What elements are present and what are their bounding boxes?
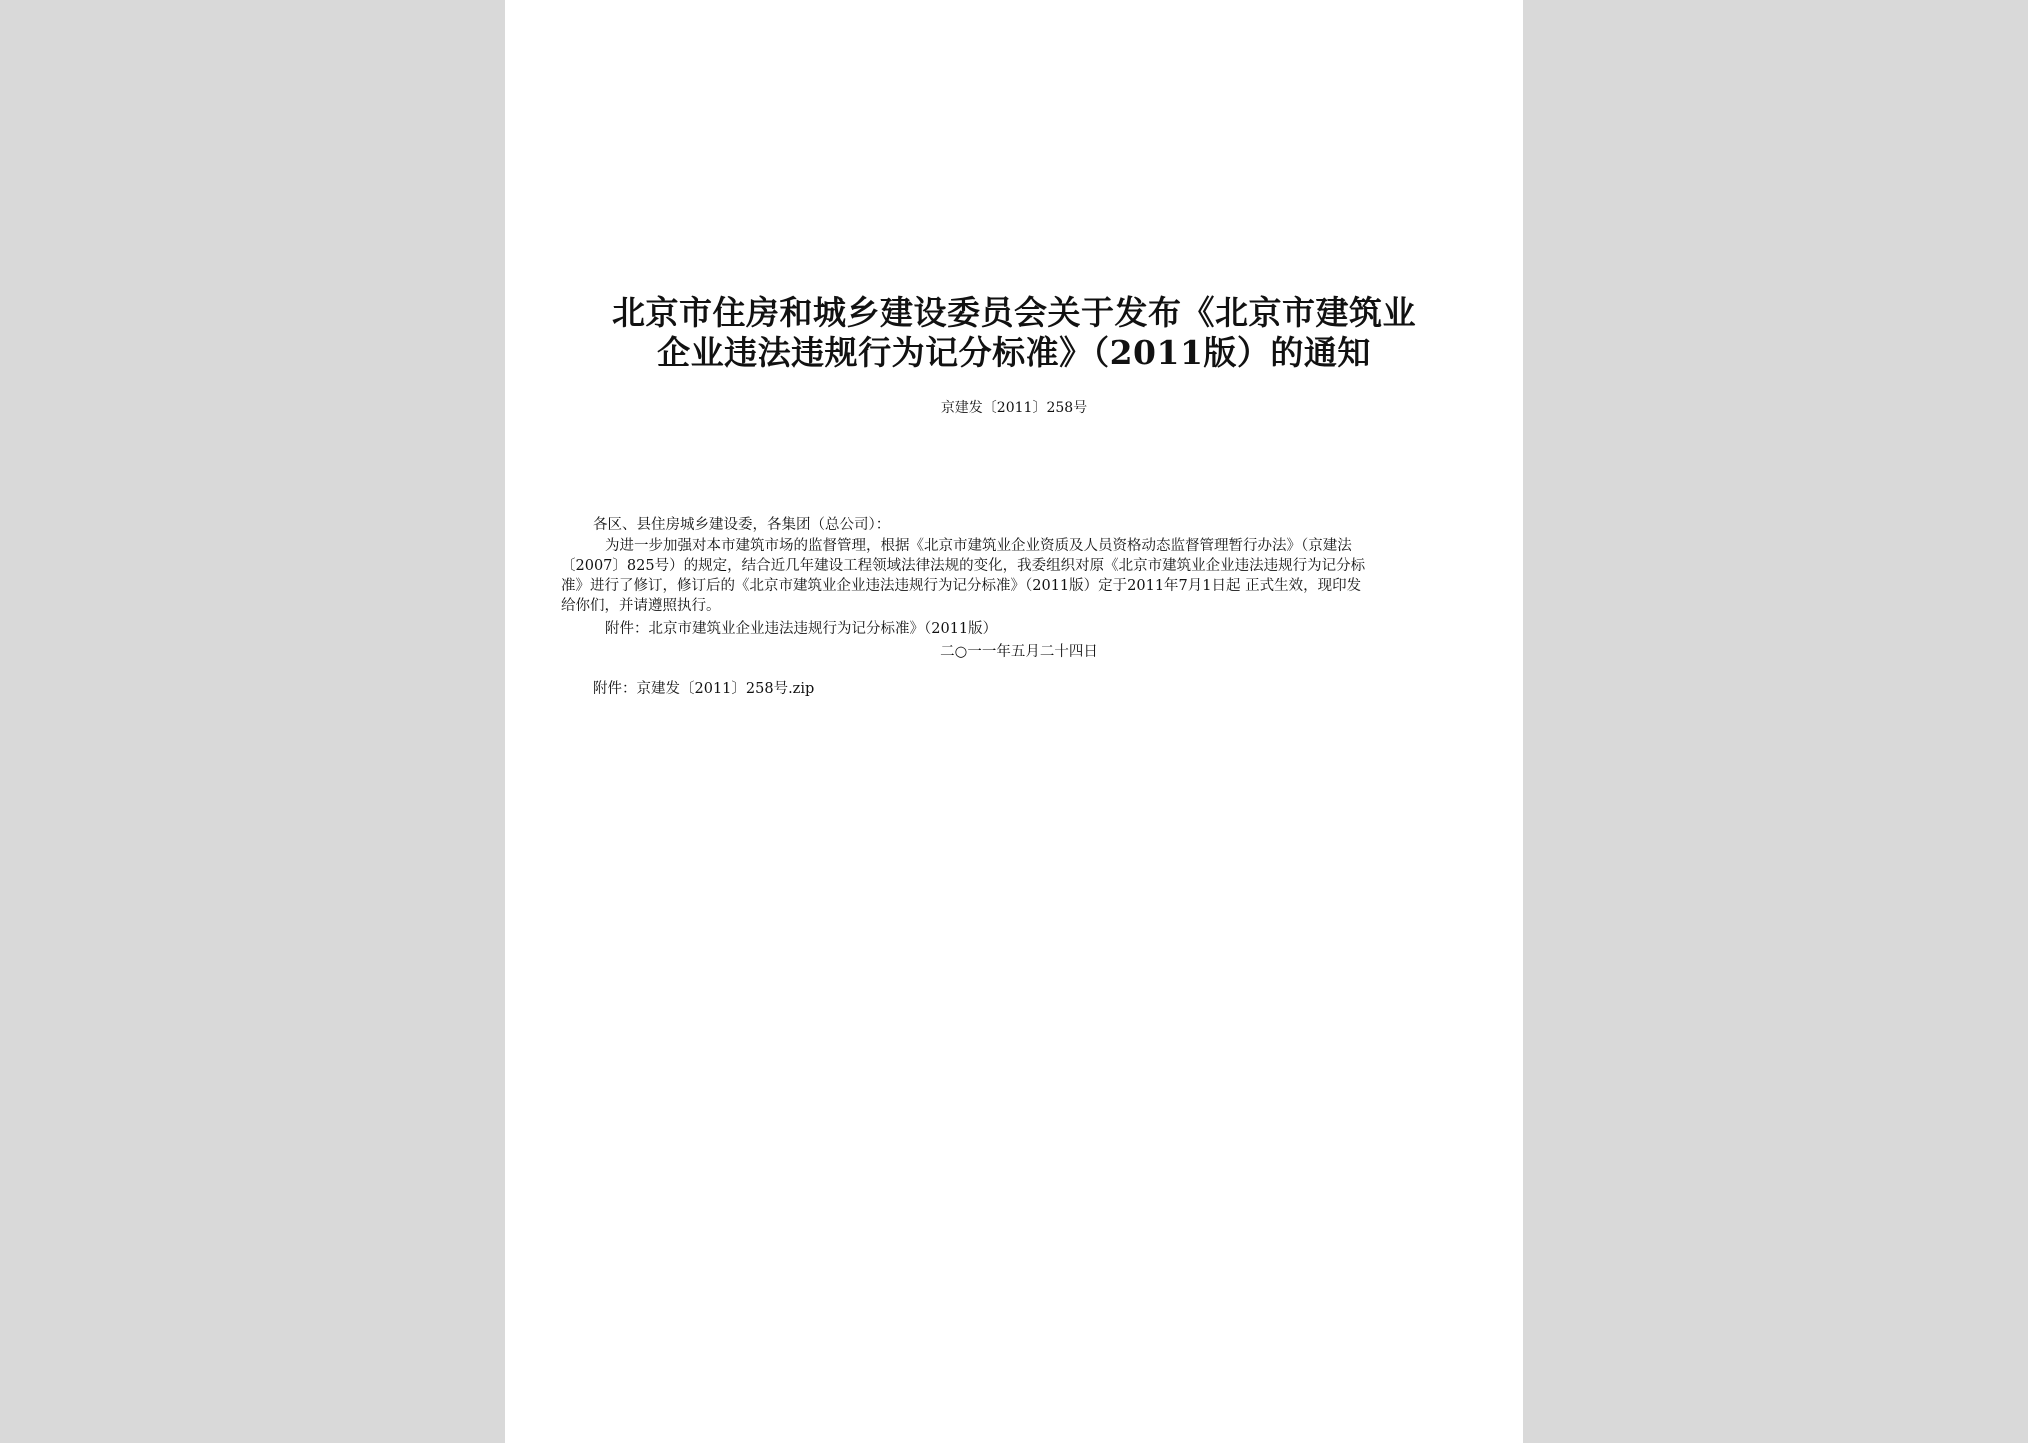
- document-title-line-2: 企业违法违规行为记分标准》（2011版）的通知: [657, 333, 1371, 372]
- attachment-label: 附件：: [593, 681, 637, 697]
- addressee-line: 各区、县住房城乡建设委，各集团（总公司）：: [593, 517, 891, 533]
- document-number: 京建发〔2011〕258号: [940, 400, 1088, 416]
- body-paragraph-line: 给你们，并请遵照执行。: [561, 598, 721, 614]
- body-paragraph-line: 〔2007〕825号）的规定，结合近几年建设工程领域法律法规的变化，我委组织对原《北京市建筑业企业违法违规行为记分标: [561, 558, 1366, 574]
- document-title-line-1: 北京市住房和城乡建设委员会关于发布《北京市建筑业: [612, 293, 1416, 332]
- body-paragraph-line: 为进一步加强对本市建筑市场的监督管理，根据《北京市建筑业企业资质及人员资格动态监督管理暂行办法》（京建法: [605, 538, 1352, 554]
- document-page: [505, 0, 1523, 1443]
- body-paragraph-line: 准》进行了修订，修订后的《北京市建筑业企业违法违规行为记分标准》（2011版）定于2011年7月1日起 正式生效，现印发: [561, 578, 1362, 594]
- attachment-line: [593, 680, 814, 698]
- issue-date: 二○一一年五月二十四日: [940, 644, 1098, 660]
- attachment-note: 附件：北京市建筑业企业违法违规行为记分标准》（2011版）: [605, 621, 998, 637]
- attachment-file-link[interactable]: 京建发〔2011〕258号.zip: [636, 681, 815, 697]
